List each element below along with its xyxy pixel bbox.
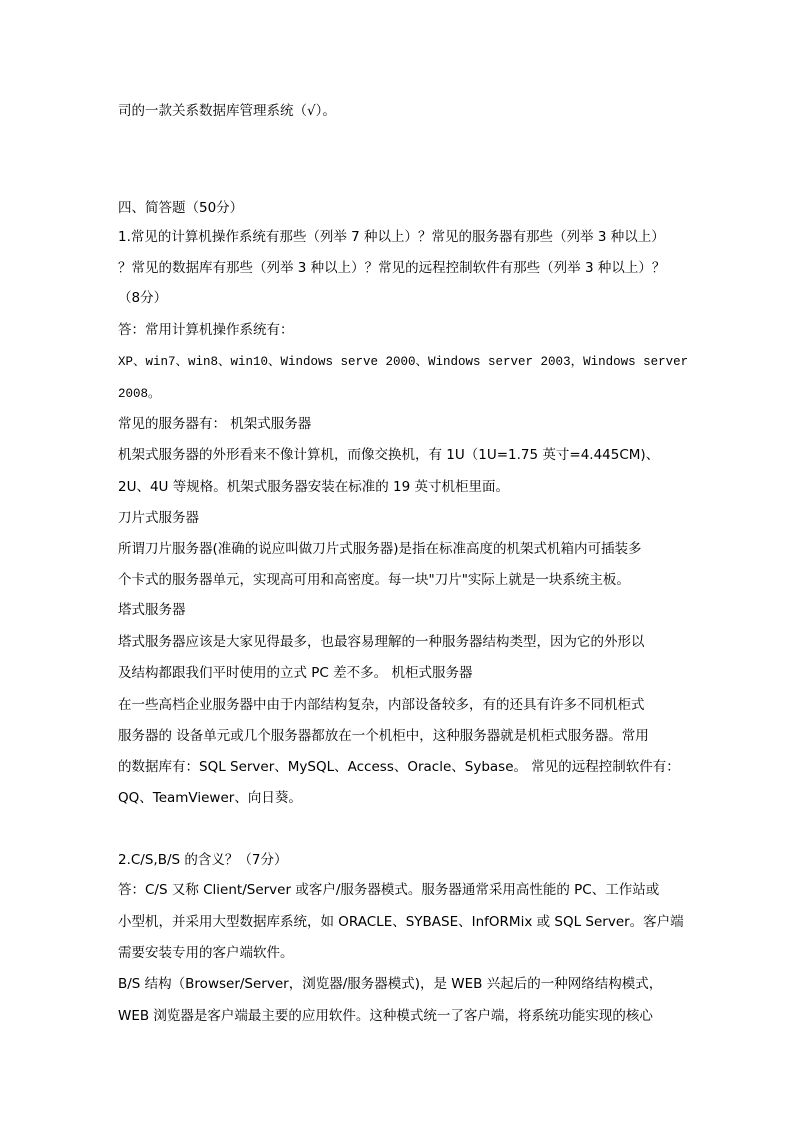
answer-text: 答：C/S 又称 Client/Server 或客户/服务器模式。服务器通常采用高性能的 PC、工作站或 — [118, 882, 660, 898]
question-text: 2.C/S,B/S 的含义？（7分） — [118, 852, 288, 868]
question-text: 1.常见的计算机操作系统有那些（列举 7 种以上）？常见的服务器有那些（列举 3 种以上） — [118, 229, 665, 245]
answer-text: WEB 浏览器是客户端最主要的应用软件。这种模式统一了客户端，将系统功能实现的核心 — [118, 1008, 653, 1024]
answer-text: 所谓刀片服务器(准确的说应叫做刀片式服务器)是指在标准高度的机架式机箱内可插装多 — [118, 541, 642, 557]
answer-text: 答：常用计算机操作系统有： — [118, 322, 294, 338]
question-text: （8分） — [118, 290, 168, 306]
section-heading: 四、简答题（50分） — [118, 200, 244, 216]
answer-text: 个卡式的服务器单元，实现高可用和高密度。每一块"刀片"实际上就是一块系统主板。 — [118, 572, 630, 588]
answer-text: 塔式服务器 — [118, 602, 186, 618]
answer-text: 小型机，并采用大型数据库系统，如 ORACLE、SYBASE、InfORMix 或 SQL Server。客户端 — [118, 914, 684, 930]
text-line: 司的一款关系数据库管理系统（√）。 — [118, 103, 336, 119]
answer-text: 2008。 — [118, 387, 161, 401]
answer-text: 需要安装专用的客户端软件。 — [118, 945, 294, 961]
answer-text: 在一些高档企业服务器中由于内部结构复杂，内部设备较多，有的还具有许多不同机柜式 — [118, 697, 645, 713]
answer-text: QQ、TeamViewer、向日葵。 — [118, 790, 302, 806]
answer-text: 刀片式服务器 — [118, 510, 199, 526]
answer-text: 机架式服务器的外形看来不像计算机，而像交换机，有 1U（1U=1.75 英寸=4.445CM)、 — [118, 447, 660, 463]
answer-text: 的数据库有：SQL Server、MySQL、Access、Oracle、Sybase。 常见的远程控制软件有： — [118, 759, 680, 775]
answer-text: B/S 结构（Browser/Server，浏览器/服务器模式)，是 WEB 兴起后的一种网络结构模式， — [118, 976, 663, 992]
answer-text: 塔式服务器应该是大家见得最多，也最容易理解的一种服务器结构类型，因为它的外形以 — [118, 634, 645, 650]
answer-text: 服务器的 设备单元或几个服务器都放在一个机柜中，这种服务器就是机柜式服务器。常用 — [118, 728, 649, 744]
question-text: ？常见的数据库有那些（列举 3 种以上）？常见的远程控制软件有那些（列举 3 种以上）？ — [118, 260, 666, 276]
answer-text: 及结构都跟我们平时使用的立式 PC 差不多。 机柜式服务器 — [118, 665, 473, 681]
answer-text: XP、win7、win8、win10、Windows serve 2000、Windows server 2003，Windows server — [118, 355, 689, 369]
answer-text: 常见的服务器有： 机架式服务器 — [118, 416, 312, 432]
answer-text: 2U、4U 等规格。机架式服务器安装在标准的 19 英寸机柜里面。 — [118, 479, 509, 495]
